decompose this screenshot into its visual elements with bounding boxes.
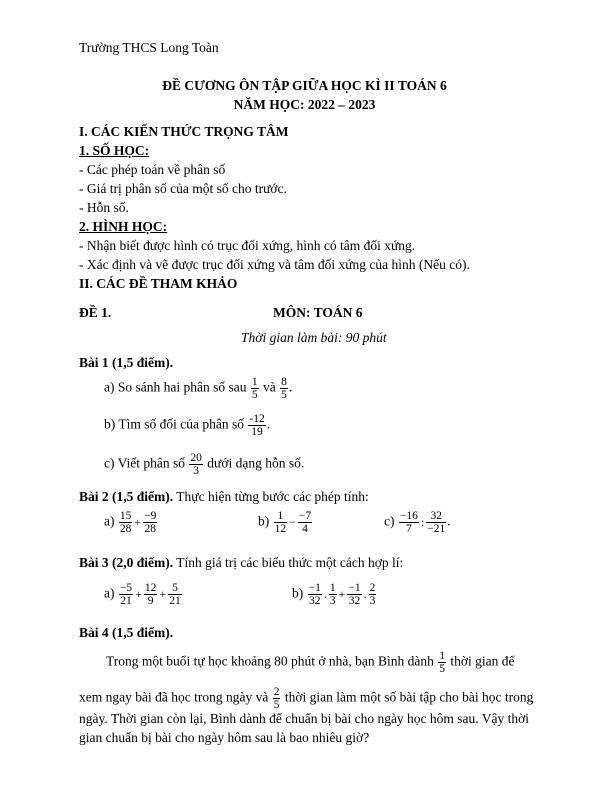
exam-label: ĐỀ 1.: [79, 305, 112, 320]
doc-title: ĐỀ CƯƠNG ÔN TẬP GIỮA HỌC KÌ II TOÁN 6: [162, 78, 447, 93]
problem-4-line-1: Trong một buổi tự học khoảng 80 phút ở nhà, bạn Bình dành $\frac{1}{5}$ thời gian để: [106, 650, 515, 675]
problem-4-title: Bài 4 (1,5 điểm).: [79, 625, 174, 640]
time-label: Thời gian làm bài: 90 phút: [241, 330, 387, 345]
subsection-so-hoc: 1. SỐ HỌC:: [79, 143, 150, 158]
problem-1a: a) So sánh hai phân số sau $\frac{1}{5}$ và $\frac{8}{5}$ .: [104, 376, 293, 401]
list-item: - Xác định và vẽ được trục đối xứng và tâm đối xứng của hình (Nếu có).: [79, 257, 470, 272]
list-item: - Các phép toán về phân số: [79, 162, 226, 177]
list-item: - Nhận biết được hình có trục đối xứng, hình có tâm đối xứng.: [79, 238, 416, 253]
problem-1c: c) Viết phân số $\frac{20}{3}$ dưới dạng hỗn số.: [104, 452, 305, 477]
subsection-hinh-hoc: 2. HÌNH HỌC:: [79, 219, 168, 234]
problem-3b: b) $\frac{-1}{32}$ . $\frac{1}{3}$ + $\frac{-1}{32}$ . $\frac{2}{3}$: [292, 582, 376, 607]
problem-3-header: Bài 3 (2,0 điểm). Tính giá trị các biểu thức một cách hợp lí:: [79, 555, 404, 570]
problem-2b: b) $\frac{1}{12}$ − $\frac{-7}{4}$: [258, 510, 312, 535]
problem-4-line-3: ngày. Thời gian còn lại, Bình dành để chuẩn bị bài cho ngày học hôm sau. Vậy thời: [79, 711, 530, 726]
section-2-heading: II. CÁC ĐỀ THAM KHẢO: [79, 276, 238, 291]
fraction: $\frac{8}{5}$: [281, 376, 287, 401]
list-item: - Giá trị phân số của một số cho trước.: [79, 181, 287, 196]
fraction: $\frac{1}{5}$: [251, 376, 258, 401]
problem-1b: b) Tìm số đối của phân số $\frac{-12}{19}$ .: [104, 413, 271, 438]
problem-2a: a) $\frac{15}{28}$ + $\frac{-9}{28}$: [104, 510, 157, 535]
school-name: Trường THCS Long Toàn: [79, 40, 219, 55]
section-1-heading: I. CÁC KIẾN THỨC TRỌNG TÂM: [79, 124, 289, 139]
problem-4-line-4: gian chuẩn bị bài cho ngày hôm sau là bao nhiêu giờ?: [79, 730, 370, 745]
problem-2c: c) $\frac{-16}{7}$ : $\frac{32}{-21}$ .: [384, 510, 451, 535]
list-item: - Hỗn số.: [79, 200, 129, 215]
problem-2-header: Bài 2 (1,5 điểm). Thực hiện từng bước các phép tính:: [79, 489, 369, 504]
problem-4-line-2: xem ngay bài đã học trong ngày và $\frac{2}{5}$ thời gian làm một số bài tập cho bài học trong: [79, 686, 534, 711]
problem-1-title: Bài 1 (1,5 điểm).: [79, 355, 174, 370]
subject-label: MÔN: TOÁN 6: [273, 305, 363, 320]
fraction: $\frac{-12}{19}$: [249, 413, 265, 438]
problem-3a: a) $\frac{-5}{21}$ + $\frac{12}{9}$ + $\frac{5}{21}$: [104, 582, 181, 607]
doc-year: NĂM HỌC: 2022 – 2023: [233, 97, 376, 112]
fraction: $\frac{20}{3}$: [190, 452, 202, 477]
